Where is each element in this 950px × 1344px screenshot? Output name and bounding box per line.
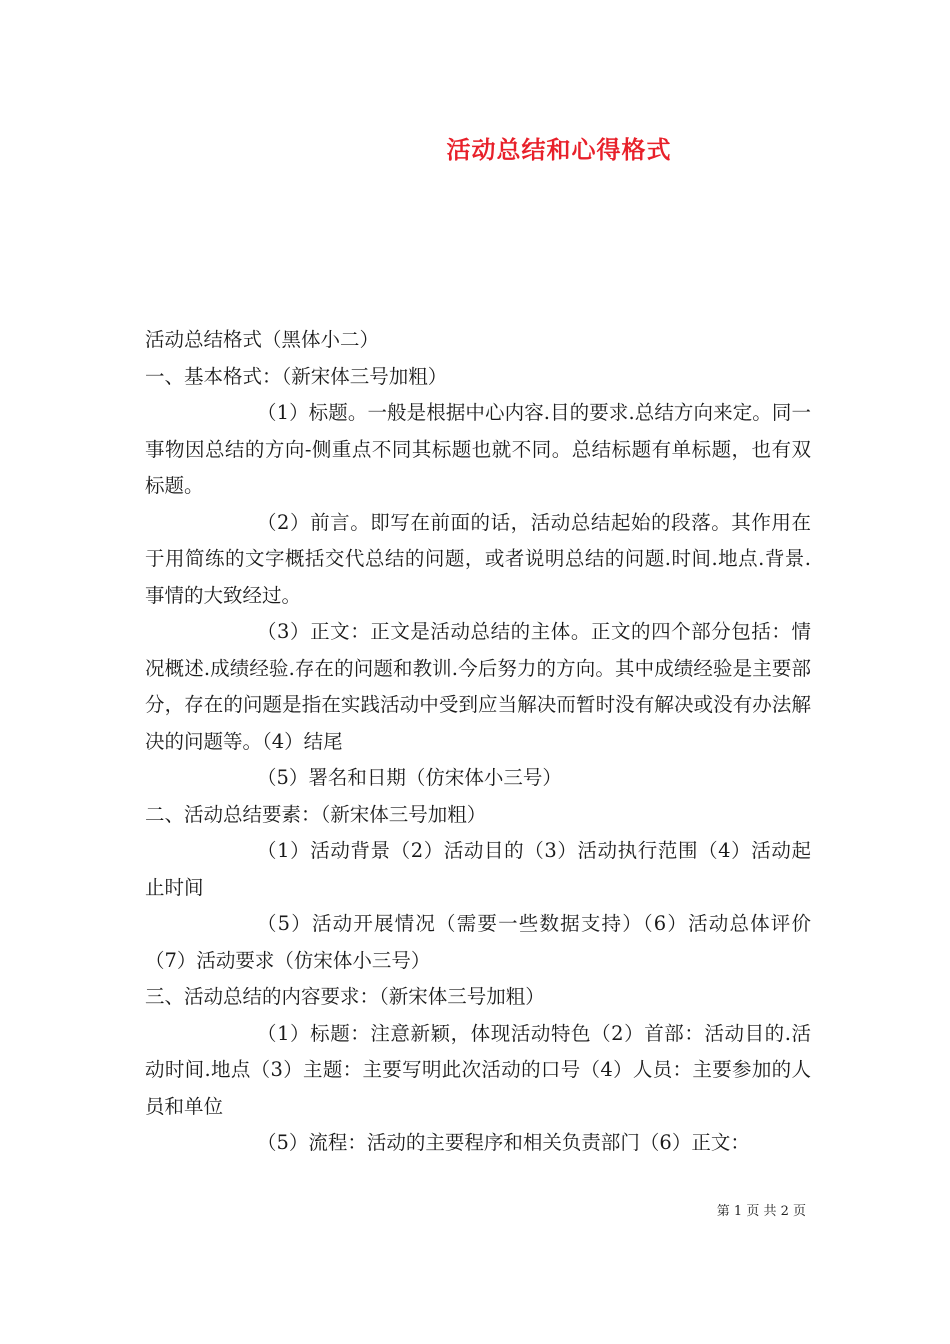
section-heading-content-requirements: 三、活动总结的内容要求：（新宋体三号加粗）	[145, 985, 545, 1008]
section-heading-elements: 二、活动总结要素：（新宋体三号加粗）	[145, 802, 487, 826]
paragraph-elements-2: （5）活动开展情况（需要一些数据支持）（6）活动总体评价（7）活动要求（仿宋体小三号）	[145, 912, 811, 972]
paragraph-preface: （2）前言。即写在前面的话，活动总结起始的段落。其作用在于用简练的文字概括交代总结的问题，或者说明总结的问题.时间.地点.背景.事情的大致经过。	[145, 510, 811, 607]
paragraph-main-text: （3）正文：正文是活动总结的主体。正文的四个部分包括：情况概述.成绩经验.存在的问题和教训.今后努力的方向。其中成绩经验是主要部分，存在的问题是指在实践活动中受到应当解决而暂时没有解决或没有办法解决的问题等。（4）结尾	[145, 620, 811, 753]
paragraph-signature-date: （5）署名和日期（仿宋体小三号）	[257, 766, 562, 789]
paragraph-requirements-2: （5）流程：活动的主要程序和相关负责部门（6）正文：	[257, 1131, 750, 1154]
paragraph-elements-1: （1）活动背景（2）活动目的（3）活动执行范围（4）活动起止时间	[145, 839, 811, 899]
paragraph-requirements-1: （1）标题：注意新颖，体现活动特色（2）首部：活动目的.活动时间.地点（3）主题：主要写明此次活动的口号（4）人员：主要参加的人员和单位	[145, 1021, 811, 1118]
section-heading-basic-format: 一、基本格式：（新宋体三号加粗）	[145, 364, 448, 388]
document-title: 活动总结和心得格式	[446, 135, 672, 164]
page-number-footer: 第 1 页 共 2 页	[716, 1204, 806, 1219]
paragraph-title: （1）标题。一般是根据中心内容.目的要求.总结方向来定。同一事物因总结的方向-侧重点不同其标题也就不同。总结标题有单标题，也有双标题。	[145, 401, 811, 497]
section-heading-main: 活动总结格式（黑体小二）	[145, 328, 380, 351]
document-body	[145, 322, 811, 1162]
